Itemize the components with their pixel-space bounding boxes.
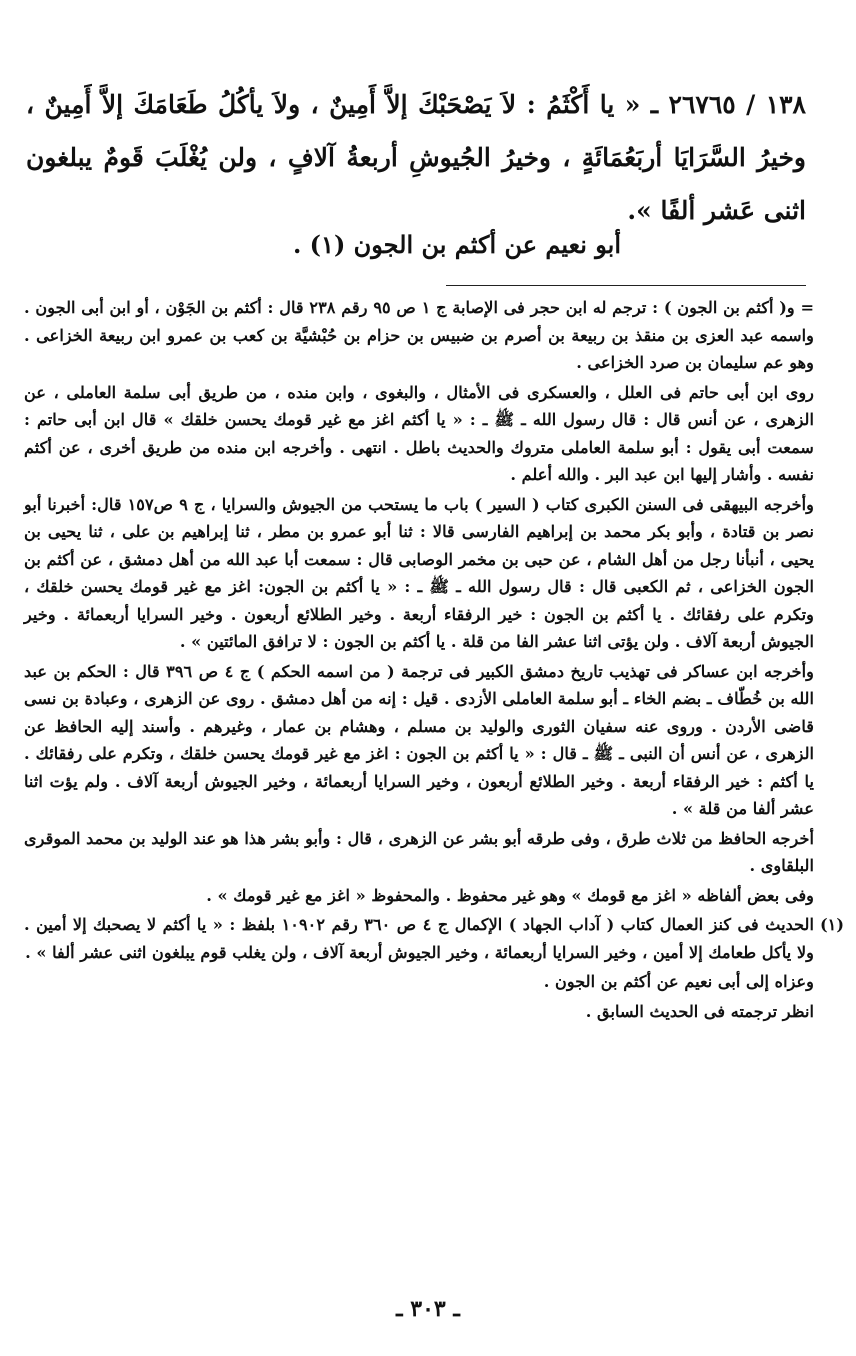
footnote-line: انظر ترجمته فى الحديث السابق . <box>585 1001 814 1021</box>
footnote-line: وعزاه إلى أبى نعيم عن أكثم بن الجون . <box>543 972 814 991</box>
hadith-text-block <box>26 78 806 237</box>
note-paragraph: = و( أكثم بن الجون ) : ترجم له ابن حجر فى الإصابة ج ١ ص ٩٥ رقم ٢٣٨ قال : أكثم بن الجَوْن ، أو ابن أبى الجون . واسمه عبد العزى بن منقذ بن ربيعة بن أصرم بن ضبيس بن حزام بن حُبْشيَّة بن كعب بن عمرو ابن ربيعة الخزاعى . وهو عم سليمان بن صرد الخزاعى . <box>24 298 815 372</box>
footnote-marker: (١) <box>819 915 844 934</box>
footnote <box>24 911 844 966</box>
footnote-text: الحديث فى كنز العمال كتاب ( آداب الجهاد ) الإكمال ج ٤ ص ٣٦٠ رقم ١٠٩٠٢ بلفظ : « يا أكثم لا يصحبك إلا أمين . ولا يأكل طعامك إلا أمين ، وخير السرايا أربعمائة ، وخير الجيوش أربعة آلاف ، ولن يغلب قوم يبلغون اثنى عشر ألفا » . <box>24 915 814 962</box>
note-paragraph: روى ابن أبى حاتم فى العلل ، والعسكرى فى الأمثال ، والبغوى ، وابن منده ، من طريق أبى سلمة العاملى ، عن الزهرى ، عن أنس قال : قال رسول الله ـ ﷺ ـ : « يا أكثم اغز مع غير قومك يحسن خلقك » قال ابن أبى حاتم : سمعت أبى يقول : أبو سلمة العاملى متروك والحديث باطل . انتهى . وأخرجه ابن منده من طريق أخرى ، عن أكثم نفسه . وأشار إليها ابن عبد البر . والله أعلم . <box>24 382 814 484</box>
hadith-text: ١٣٨ / ٢٦٧٦٥ ـ « يا أَكْثَمُ : لاَ يَصْحَبْكَ إلاَّ أَمِينٌ ، ولاَ يأكُلُ طَعَامَكَ إلاَّ أَمِينٌ ، وخيرُ السَّرَايَا أربَعُمَائَةٍ ، وخيرُ الجُيوشِ أربعةُ آلافٍ ، ولن يُغْلَبَ قَومٌ يبلغون اثنى عَشر ألفًا ». <box>26 90 806 225</box>
page-number: ـ ٣٠٣ ـ <box>396 1296 460 1322</box>
hadith-source: أبو نعيم عن أكثم بن الجون (١) . <box>292 230 621 259</box>
footnote-divider <box>446 285 806 286</box>
note-paragraph: وأخرجه البيهقى فى السنن الكبرى كتاب ( السير ) باب ما يستحب من الجيوش والسرايا ، ج ٩ ص١٥٧ قال: أخبرنا أبو نصر بن قتادة ، وأبو بكر محمد بن إبراهيم الفارسى قالا : ثنا أبو عمرو بن مطر ، ثنا إبراهيم بن على ، ثنا يحيى بن يحيى ، أنبأنا رجل من أهل الشام ، عن حبى بن مخمر الوصابى قال : سمعت أبا عبد الله من أهل دمشق ، عن أكثم بن الجون الخزاعى ، ثم الكعبى قال : قال رسول الله ـ ﷺ ـ : « يا أكثم بن الجون: اغز مع غير قومك يحسن خلقك ، وتكرم على رفقائك . يا أكثم بن الجون : خير الرفقاء أربعة . وخير الطلائع أربعون . وخير السرايا أربعمائة . وخير الجيوش أربعة آلاف . ولن يؤتى اثنا عشر الفا من قلة . يا أكثم بن الجون : لا ترافق المائتين » . <box>24 494 814 651</box>
note-paragraph: أخرجه الحافظ من ثلاث طرق ، وفى طرقه أبو بشر عن الزهرى ، قال : وأبو بشر هذا هو عند الوليد بن محمد الموقرى البلقاوى . <box>24 828 814 875</box>
note-paragraph: وفى بعض ألفاظه « اغز مع قومك » وهو غير محفوظ . والمحفوظ « اغز مع غير قومك » . <box>206 885 814 905</box>
notes-block <box>24 294 844 1027</box>
note-paragraph: وأخرجه ابن عساكر فى تهذيب تاريخ دمشق الكبير فى ترجمة ( من اسمه الحكم ) ج ٤ ص ٣٩٦ قال : الحكم بن عبد الله بن خُطّاف ـ بضم الخاء ـ أبو سلمة العاملى الأزدى . قيل : إنه من أهل دمشق . روى عن الزهرى ، وعبادة بن نسى قاضى الأردن . وروى عنه سفيان الثورى والوليد بن مسلم ، وهشام بن عمار ، وغيرهم . وأسند إليه الحافظ عن الزهرى ، عن أنس أن النبى ـ ﷺ ـ قال : « يا أكثم بن الجون : اغز مع غير قومك يحسن خلقك ، وتكرم على رفقائك . يا أكثم : خير الرفقاء أربعة . وخير الطلائع أربعون ، وخير السرايا أربعمائة ، وخير الجيوش أربعة آلاف . ولم يؤت اثنا عشر ألفا من قلة » . <box>24 661 815 818</box>
